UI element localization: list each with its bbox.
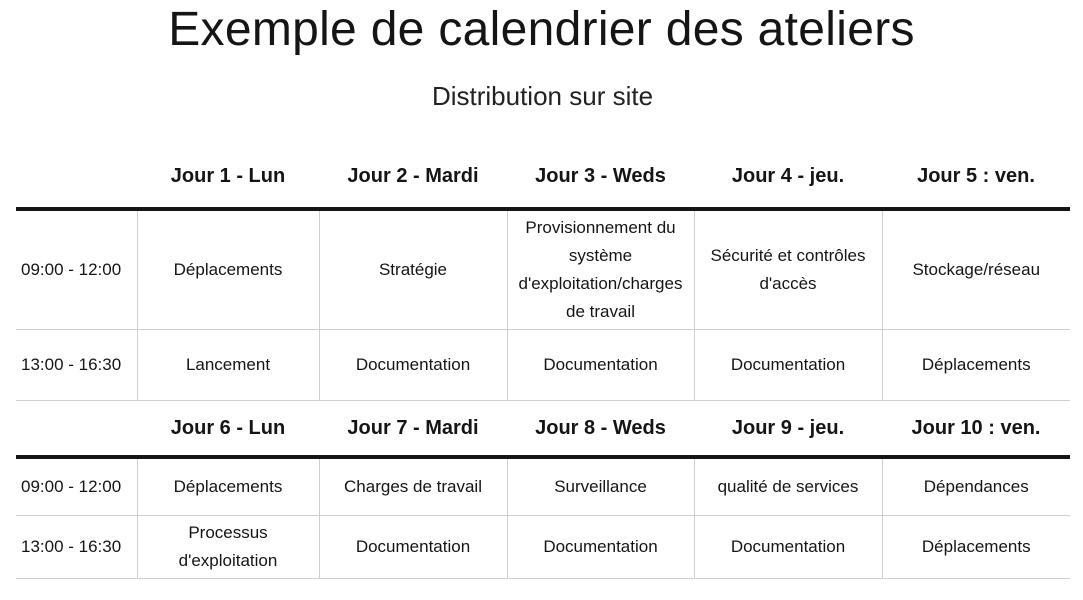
day-header: Jour 10 : ven. bbox=[882, 401, 1070, 458]
session-cell: Documentation bbox=[319, 330, 507, 401]
day-header: Jour 9 - jeu. bbox=[694, 401, 882, 458]
session-cell: Charges de travail bbox=[319, 457, 507, 516]
week1-header-row bbox=[16, 145, 1070, 209]
day-header: Jour 3 - Weds bbox=[507, 145, 694, 209]
day-header: Jour 8 - Weds bbox=[507, 401, 694, 458]
session-cell: Documentation bbox=[507, 516, 694, 579]
week2-afternoon-row bbox=[16, 516, 1070, 579]
session-cell: Sécurité et contrôles d'accès bbox=[694, 209, 882, 330]
day-header: Jour 5 : ven. bbox=[882, 145, 1070, 209]
session-cell: Déplacements bbox=[137, 209, 319, 330]
session-cell: Documentation bbox=[694, 516, 882, 579]
day-header: Jour 1 - Lun bbox=[137, 145, 319, 209]
session-cell: Lancement bbox=[137, 330, 319, 401]
session-cell: Stockage/réseau bbox=[882, 209, 1070, 330]
time-slot: 13:00 - 16:30 bbox=[16, 516, 137, 579]
header-empty-cell bbox=[16, 401, 137, 458]
day-header: Jour 7 - Mardi bbox=[319, 401, 507, 458]
day-header: Jour 4 - jeu. bbox=[694, 145, 882, 209]
session-cell: Provisionnement du système d'exploitation/charges de travail bbox=[507, 209, 694, 330]
header-empty-cell bbox=[16, 145, 137, 209]
session-cell: Surveillance bbox=[507, 457, 694, 516]
page-subtitle: Distribution sur site bbox=[431, 81, 654, 111]
session-cell: Documentation bbox=[319, 516, 507, 579]
session-cell: Documentation bbox=[507, 330, 694, 401]
session-cell: Dépendances bbox=[882, 457, 1070, 516]
time-slot: 09:00 - 12:00 bbox=[16, 209, 137, 330]
time-slot: 13:00 - 16:30 bbox=[16, 330, 137, 401]
day-header: Jour 2 - Mardi bbox=[319, 145, 507, 209]
session-cell: Processus d'exploitation bbox=[137, 516, 319, 579]
session-cell: Déplacements bbox=[882, 330, 1070, 401]
day-header: Jour 6 - Lun bbox=[137, 401, 319, 458]
schedule-table bbox=[16, 145, 1070, 579]
week1-afternoon-row bbox=[16, 330, 1070, 401]
session-cell: Déplacements bbox=[882, 516, 1070, 579]
session-cell: Documentation bbox=[694, 330, 882, 401]
session-cell: Stratégie bbox=[319, 209, 507, 330]
page-title: Exemple de calendrier des ateliers bbox=[168, 3, 915, 56]
week2-morning-row bbox=[16, 457, 1070, 516]
session-cell: qualité de services bbox=[694, 457, 882, 516]
week1-morning-row bbox=[16, 209, 1070, 330]
week2-header-row bbox=[16, 401, 1070, 458]
session-cell: Déplacements bbox=[137, 457, 319, 516]
time-slot: 09:00 - 12:00 bbox=[16, 457, 137, 516]
